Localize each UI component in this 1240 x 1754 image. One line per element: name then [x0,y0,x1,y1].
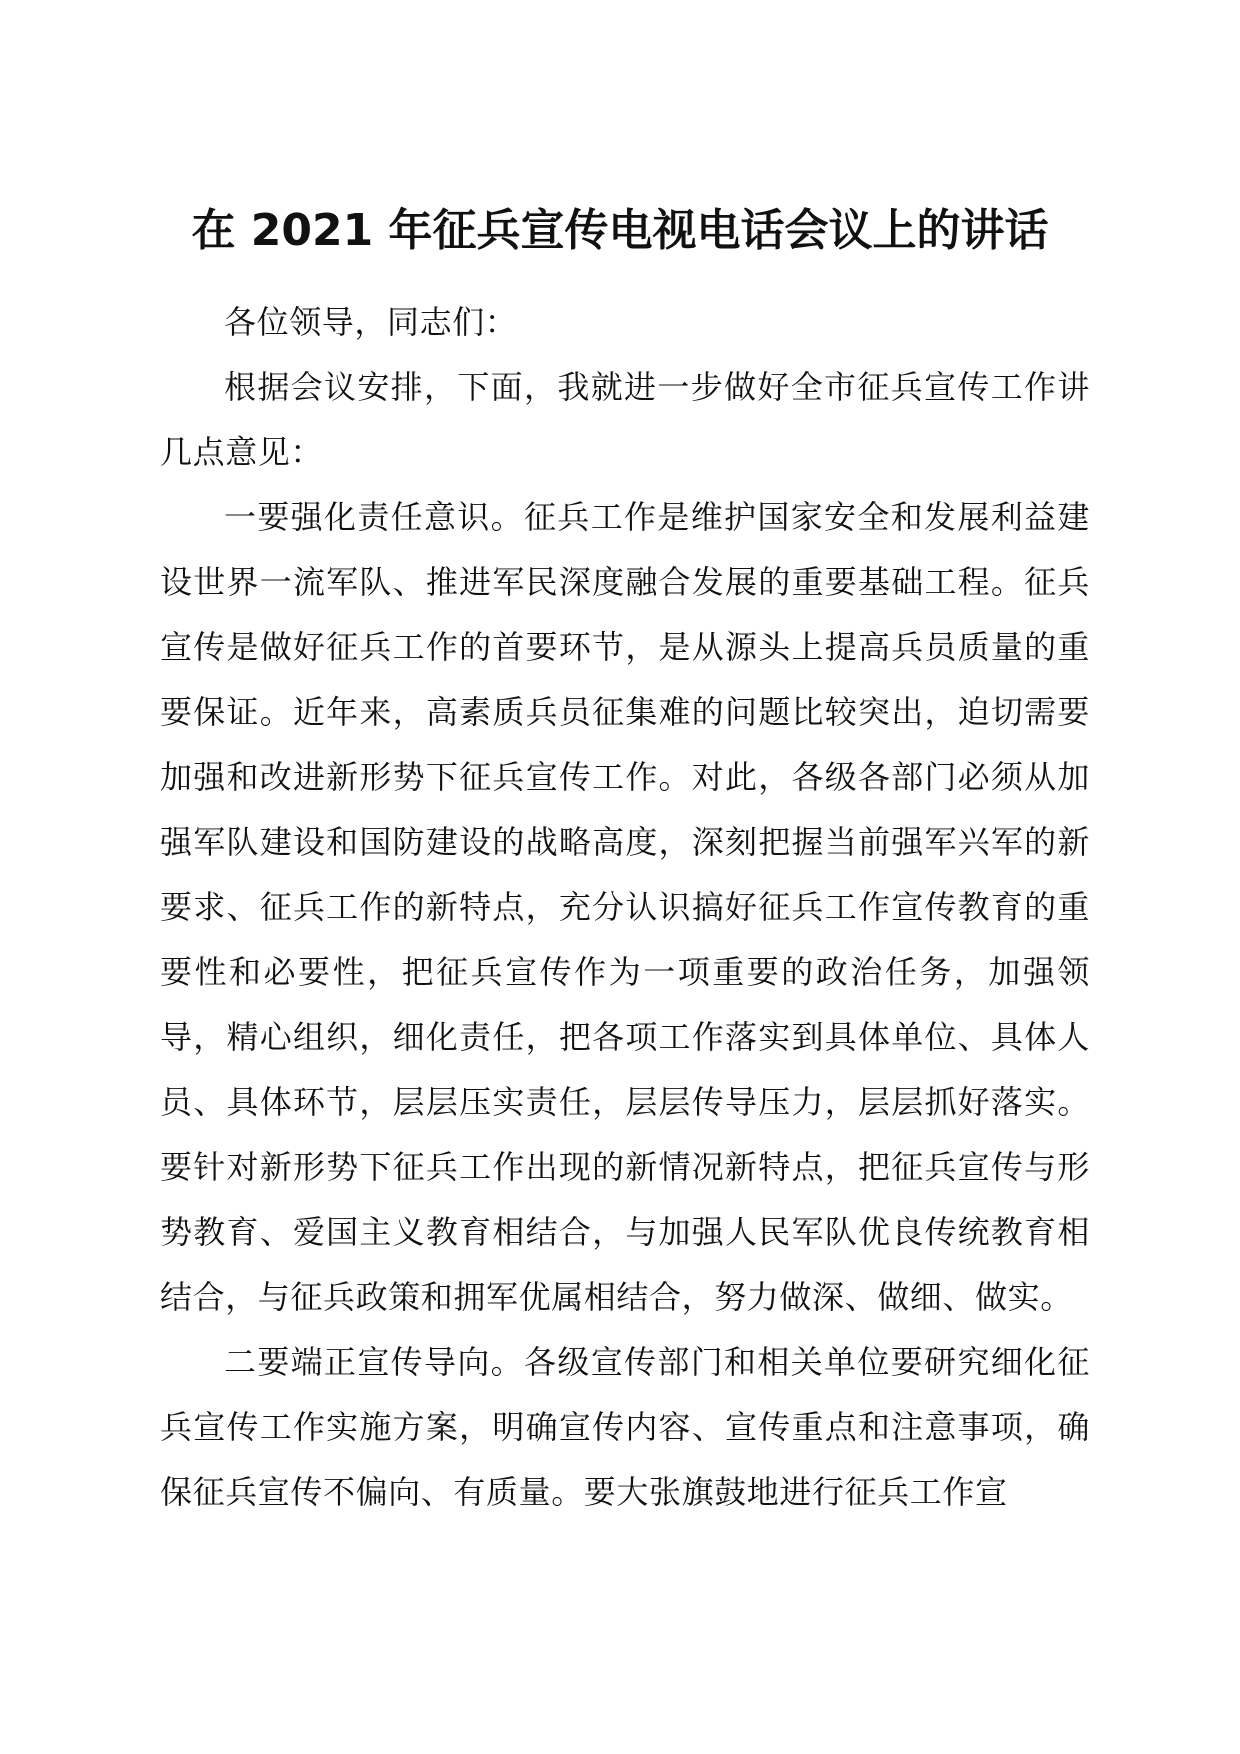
document-body [160,290,1090,1525]
body-paragraph-guidance: 二要端正宣传导向。各级宣传部门和相关单位要研究细化征兵宣传工作实施方案，明确宣传内容、宣传重点和注意事项，确保征兵宣传不偏向、有质量。要大张旗鼓地进行征兵工作宣 [160,1343,1090,1511]
body-paragraph-responsibility: 一要强化责任意识。征兵工作是维护国家安全和发展利益建设世界一流军队、推进军民深度融合发展的重要基础工程。征兵宣传是做好征兵工作的首要环节，是从源头上提高兵员质量的重要保证。近年来，高素质兵员征集难的问题比较突出，迫切需要加强和改进新形势下征兵宣传工作。对此，各级各部门必须从加强军队建设和国防建设的战略高度，深刻把握当前强军兴军的新要求、征兵工作的新特点，充分认识搞好征兵工作宣传教育的重要性和必要性，把征兵宣传作为一项重要的政治任务，加强领导，精心组织，细化责任，把各项工作落实到具体单位、具体人员、具体环节，层层压实责任，层层传导压力，层层抓好落实。要针对新形势下征兵工作出现的新情况新特点，把征兵宣传与形势教育、爱国主义教育相结合，与加强人民军队优良传统教育相结合，与征兵政策和拥军优属相结合，努力做深、做细、做实。 [160,498,1090,1316]
intro-paragraph: 根据会议安排，下面，我就进一步做好全市征兵宣传工作讲几点意见： [160,368,1090,471]
greeting-paragraph: 各位领导，同志们： [224,303,518,341]
document-title: 在 2021 年征兵宣传电视电话会议上的讲话 [191,205,1049,256]
